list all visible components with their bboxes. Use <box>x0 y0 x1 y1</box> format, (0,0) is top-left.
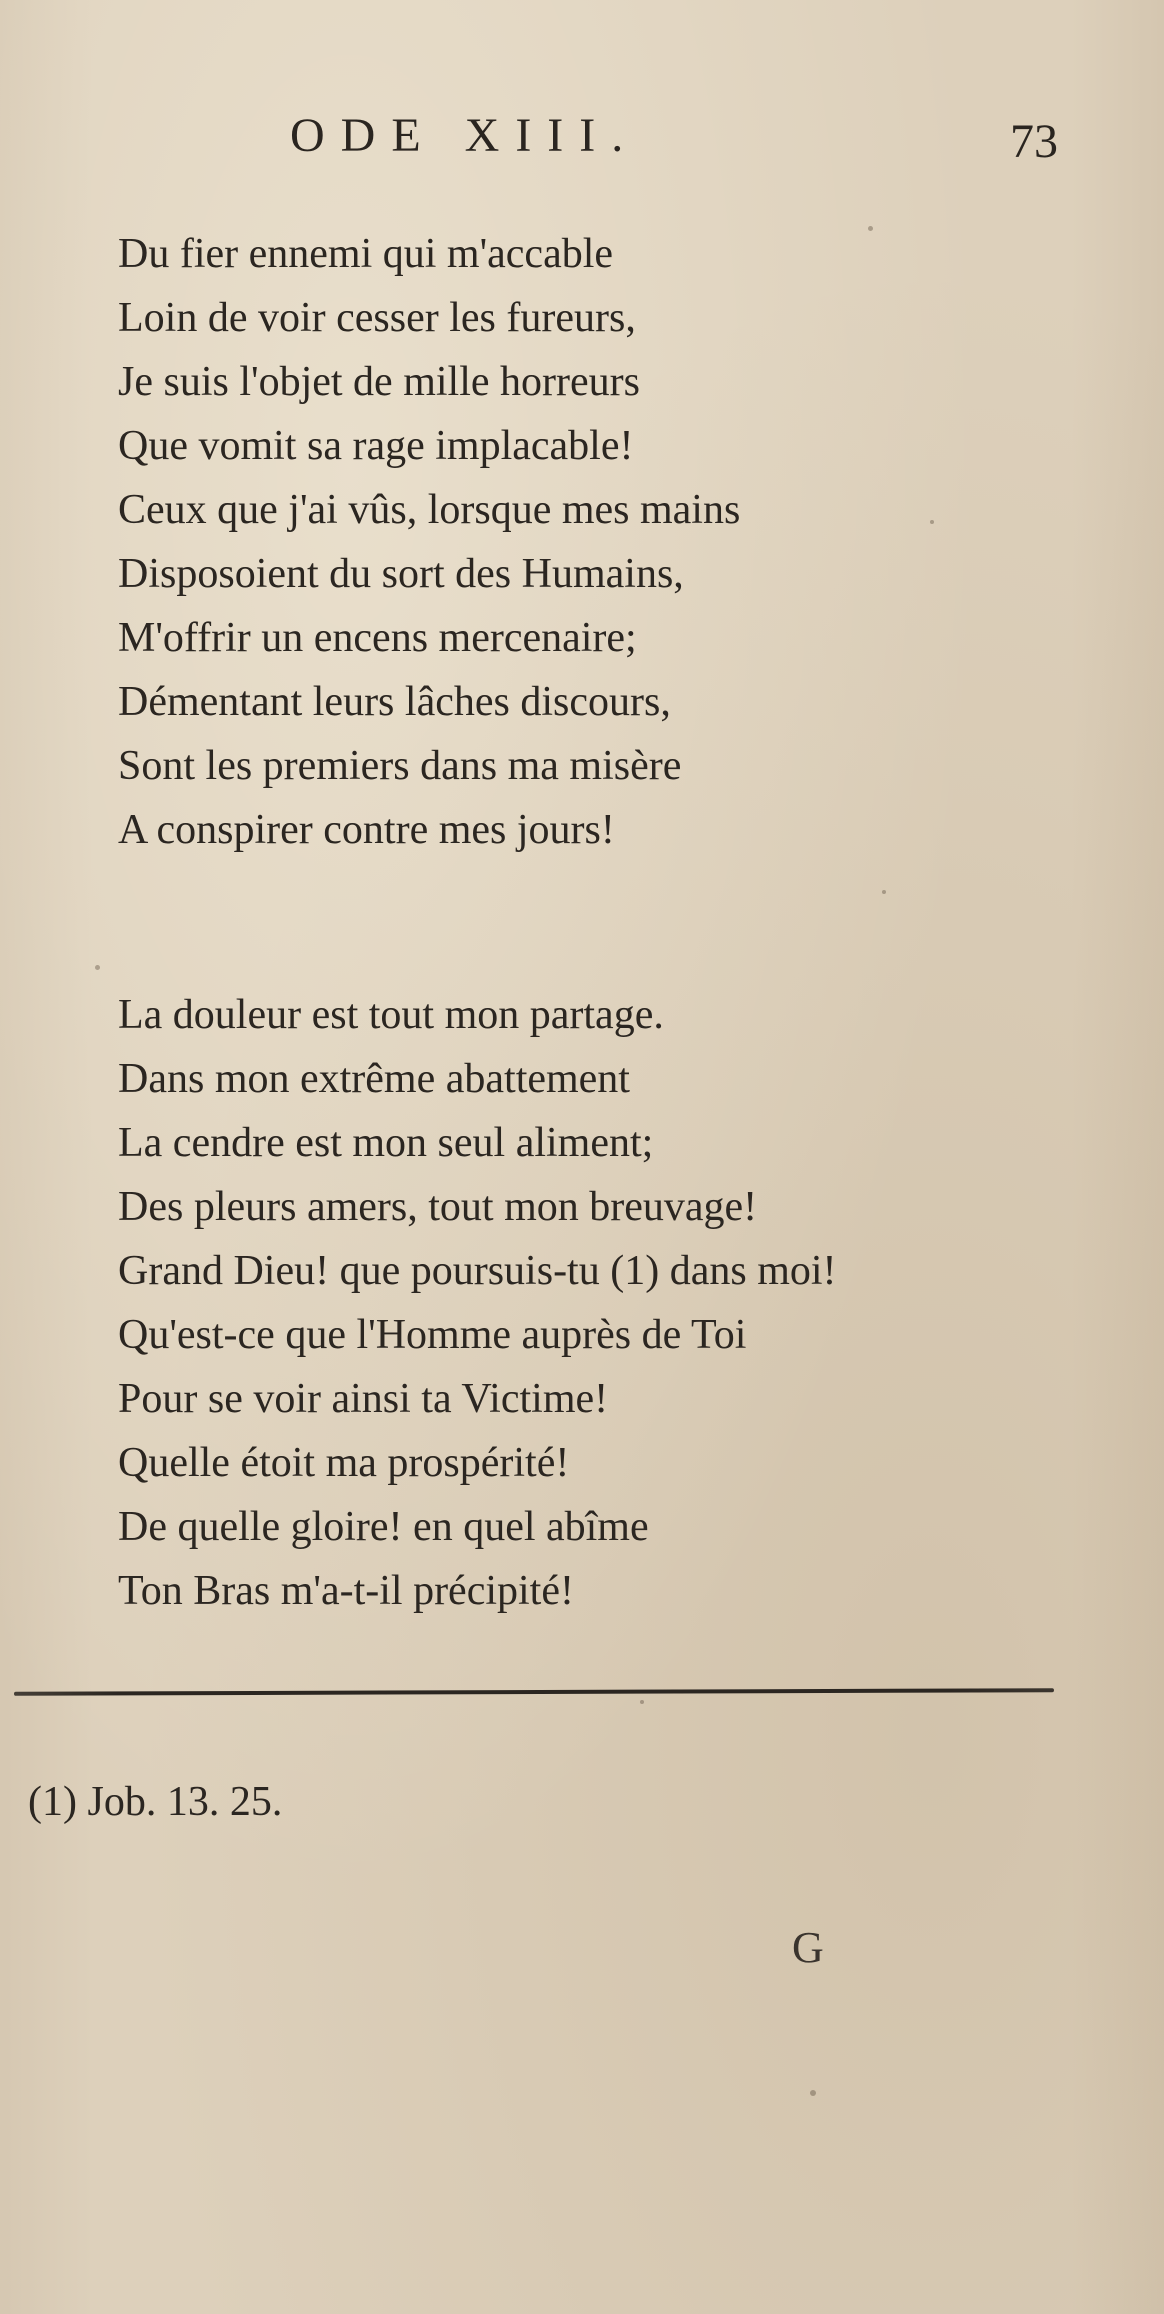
verse-line: Quelle étoit ma prospérité! <box>118 1440 570 1486</box>
paper-speck <box>930 520 934 524</box>
verse-line: Du fier ennemi qui m'accable <box>118 231 614 277</box>
paper-speck <box>640 1700 644 1704</box>
verse-line: Ton Bras m'a-t-il précipité! <box>118 1568 574 1614</box>
footnote-rule <box>14 1688 1054 1696</box>
verse-line: Ceux que j'ai vûs, lorsque mes mains <box>118 487 741 533</box>
paper-speck <box>810 2090 816 2096</box>
running-head: ODE XIII. <box>290 109 640 162</box>
stanza-1 <box>118 222 740 862</box>
footnote: (1) Job. 13. 25. <box>28 1779 283 1825</box>
verse-line: Pour se voir ainsi ta Victime! <box>118 1376 609 1422</box>
page-number: 73 <box>1010 115 1058 168</box>
signature-mark: G <box>792 1923 824 1972</box>
verse-line: M'offrir un encens mercenaire; <box>118 615 637 661</box>
verse-line: Des pleurs amers, tout mon breuvage! <box>118 1184 758 1230</box>
verse-line: Grand Dieu! que poursuis-tu (1) dans moi! <box>118 1248 837 1294</box>
verse-line: Démentant leurs lâches discours, <box>118 679 671 725</box>
verse-line: Je suis l'objet de mille horreurs <box>118 359 640 405</box>
verse-line: De quelle gloire! en quel abîme <box>118 1504 649 1550</box>
verse-line: Loin de voir cesser les fureurs, <box>118 295 636 341</box>
verse-line: Disposoient du sort des Humains, <box>118 551 684 597</box>
verse-line: La cendre est mon seul aliment; <box>118 1120 654 1166</box>
verse-line: Qu'est-ce que l'Homme auprès de Toi <box>118 1312 747 1358</box>
stanza-2 <box>118 983 837 1623</box>
paper-speck <box>882 890 886 894</box>
verse-line: Sont les premiers dans ma misère <box>118 743 682 789</box>
verse-line: Dans mon extrême abattement <box>118 1056 630 1102</box>
verse-line: A conspirer contre mes jours! <box>118 807 615 853</box>
verse-line: La douleur est tout mon partage. <box>118 992 664 1038</box>
paper-speck <box>95 965 100 970</box>
paper-speck <box>868 226 873 231</box>
verse-line: Que vomit sa rage implacable! <box>118 423 634 469</box>
